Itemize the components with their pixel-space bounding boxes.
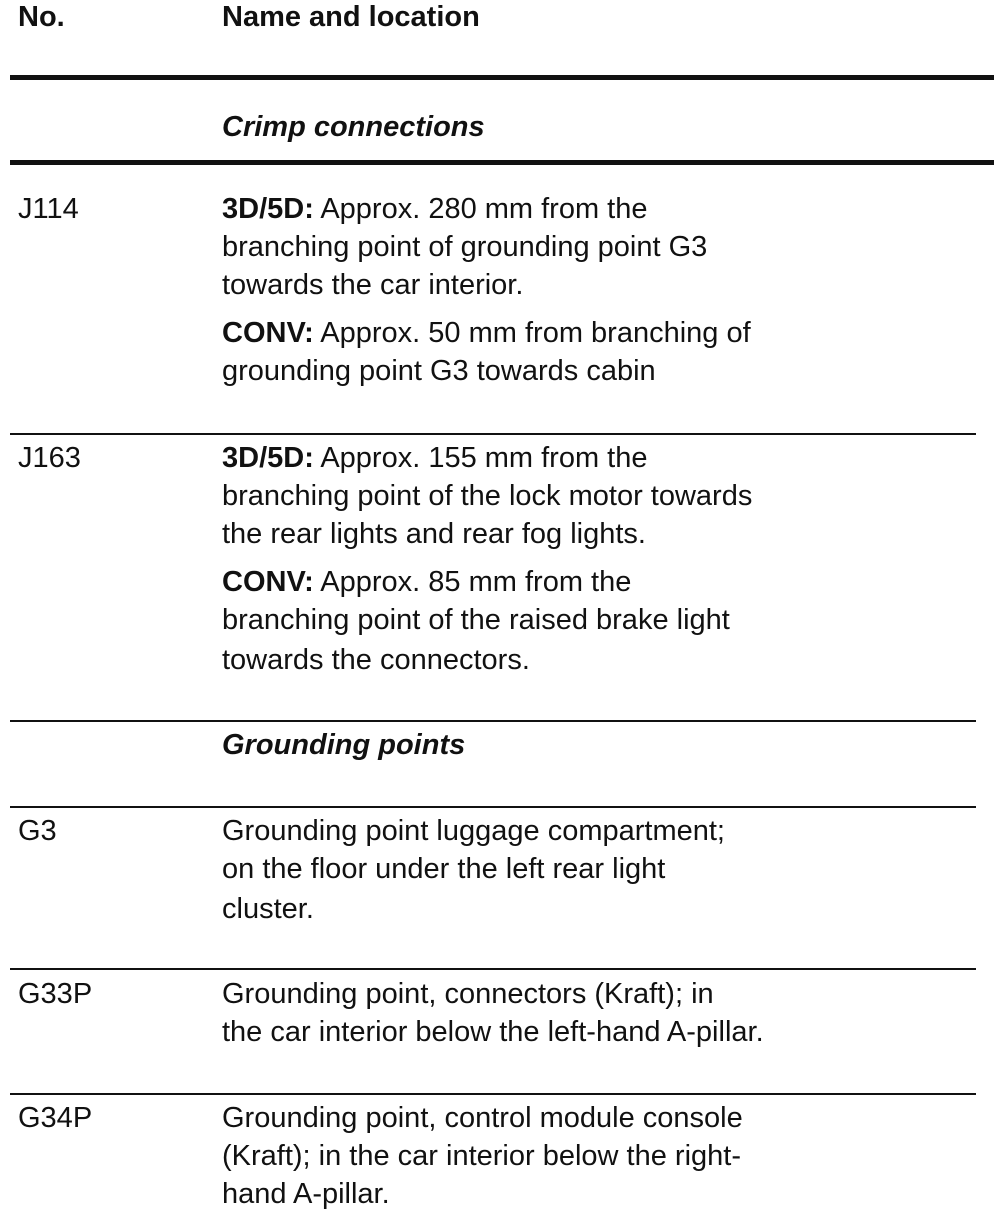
row-number: J163	[18, 442, 81, 474]
row-text-line: towards the connectors.	[222, 644, 530, 676]
row-text-line: hand A-pillar.	[222, 1178, 390, 1210]
row-number: J114	[18, 193, 79, 225]
section-title-grounding-points: Grounding points	[222, 729, 466, 761]
variant-text: Approx. 155 mm from the	[313, 442, 648, 474]
row-divider	[10, 968, 976, 970]
variant-label: CONV:	[222, 317, 314, 349]
variant-text: Approx. 85 mm from the	[313, 566, 632, 598]
row-number: G3	[18, 815, 57, 847]
row-text-line: branching point of grounding point G3	[222, 231, 708, 263]
variant-text: Approx. 50 mm from branching of	[313, 317, 751, 349]
row-text-line: Grounding point luggage compartment;	[222, 815, 725, 847]
row-text-line	[222, 439, 648, 477]
variant-label: CONV:	[222, 566, 314, 598]
row-divider	[10, 1093, 976, 1095]
row-text-line: branching point of the lock motor towards	[222, 480, 753, 512]
row-text-line: the rear lights and rear fog lights.	[222, 518, 646, 550]
column-header-no: No.	[18, 1, 65, 33]
row-divider	[10, 720, 976, 722]
section-divider	[10, 160, 994, 165]
variant-label: 3D/5D:	[222, 442, 314, 474]
row-text-line	[222, 314, 751, 352]
row-text-line: cluster.	[222, 893, 314, 925]
row-text-line	[222, 190, 648, 228]
row-number: G34P	[18, 1102, 93, 1134]
variant-text: Approx. 280 mm from the	[313, 193, 648, 225]
row-number: G33P	[18, 978, 93, 1010]
column-header-name-location: Name and location	[222, 1, 480, 33]
row-text-line: Grounding point, connectors (Kraft); in	[222, 978, 714, 1010]
row-text-line: on the floor under the left rear light	[222, 853, 666, 885]
row-text-line: branching point of the raised brake light	[222, 604, 730, 636]
section-title-crimp-connections: Crimp connections	[222, 111, 485, 143]
row-text-line	[222, 563, 631, 601]
row-text-line: grounding point G3 towards cabin	[222, 355, 656, 387]
header-divider	[10, 75, 994, 80]
row-divider	[10, 433, 976, 435]
row-text-line: (Kraft); in the car interior below the right-	[222, 1140, 741, 1172]
row-text-line: Grounding point, control module console	[222, 1102, 743, 1134]
section-divider	[10, 806, 976, 808]
row-text-line: the car interior below the left-hand A-pillar.	[222, 1016, 764, 1048]
variant-label: 3D/5D:	[222, 193, 314, 225]
row-text-line: towards the car interior.	[222, 269, 524, 301]
